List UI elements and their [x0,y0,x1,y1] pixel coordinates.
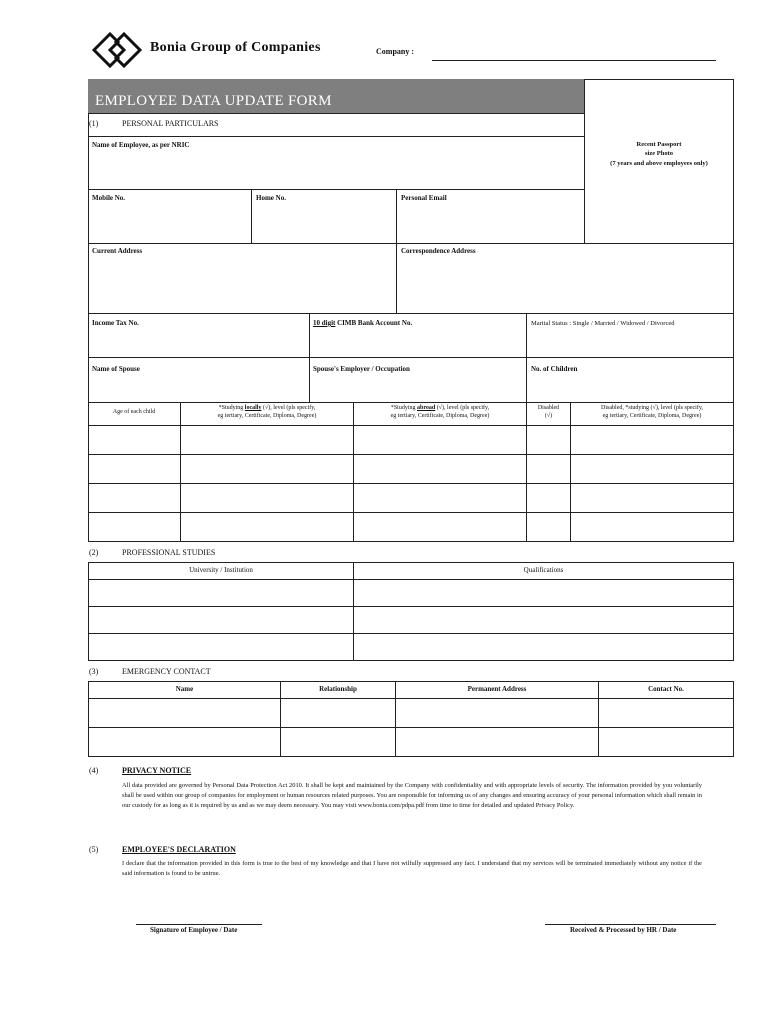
children-count-field[interactable] [527,375,733,401]
email-field[interactable] [397,203,583,242]
rule [88,402,734,403]
studying-locally-header [181,404,353,420]
contact-name-header: Name [175,685,194,693]
photo-text-line-2: size Photo [645,150,673,158]
locally-post: (√), level (pls specify, [261,405,316,411]
section5-title: EMPLOYEE'S DECLARATION [122,845,236,854]
company-group-name: Bonia Group of Companies [150,40,321,55]
relationship-header: Relationship [319,685,357,693]
contact-number-header: Contact No. [648,685,684,693]
rule [88,313,734,314]
rule [88,113,584,114]
section2-title: PROFESSIONAL STUDIES [122,548,216,557]
mobile-field[interactable] [89,203,250,242]
correspondence-address-field[interactable] [397,256,733,312]
permanent-address-header: Permanent Address [467,685,527,693]
photo-divider [584,79,585,243]
spouse-employer-label: Spouse's Employer / Occupation [313,365,410,373]
section3-title: EMERGENCY CONTACT [122,667,211,676]
rule [88,243,734,244]
abroad-line-1 [354,404,526,412]
marital-status-field[interactable] [527,330,733,356]
qualifications-header: Qualifications [523,566,564,574]
photo-text-line-3: (7 years and above employees only) [610,159,708,167]
photo-placeholder[interactable] [586,140,732,168]
correspondence-address-label: Correspondence Address [401,247,476,255]
employee-name-label: Name of Employee, as per NRIC [92,141,190,149]
photo-text-line-1: Recent Passport [636,141,682,148]
locally-pre: *Studying [218,405,245,411]
hr-signature-line[interactable] [545,924,716,925]
current-address-label: Current Address [92,247,143,255]
children-count-label: No. of Children [531,365,578,373]
disabled-mark: (√) [544,413,553,420]
rule [88,357,734,358]
bank-label-text: CIMB Bank Account No. [335,319,413,327]
employee-signature-line[interactable] [136,924,262,925]
mobile-label: Mobile No. [92,194,126,202]
professional-studies-body[interactable] [89,580,733,660]
employee-signature-label: Signature of Employee / Date [150,926,238,934]
section4-number: (4) [89,766,99,775]
rule [88,189,584,190]
disabled-studying-line-2: eg tertiary, Certificate, Diploma, Degree) [602,413,702,420]
spouse-name-field[interactable] [89,375,308,401]
rule [88,136,584,137]
tax-field[interactable] [89,330,308,356]
bank-account-label [313,319,412,327]
locally-line-2: eg tertiary, Certificate, Diploma, Degree) [217,413,317,420]
privacy-notice-text: All data provided are governed by Personal Data Protection Act 2010. It shall be kept and maintained by the Company with confidentiality and with appropriate levels of security. The information provided by you voluntarily shall be used within our group of companies for employment or human resources related purposes. You are responsible for informing us of any changes and ensuring accuracy of your personal information which shall remain in our custody for as long as it is required by us and as we may deem necessary. You may visit www.bonia.com/pdpa.pdf from time to time for detailed and updated Privacy Policy. [122,782,702,809]
abroad-post: (√), level (pls specify, [435,405,490,411]
children-age-header: Age of each child [112,409,156,415]
current-address-field[interactable] [89,256,395,312]
employee-name-field[interactable] [89,150,583,188]
section1-number: (1) [89,119,99,128]
hr-signature-label: Received & Processed by HR / Date [570,926,677,934]
locally-line-1 [181,404,353,412]
bank-account-field[interactable] [310,330,525,356]
emergency-contact-body[interactable] [89,699,733,756]
section1-title: PERSONAL PARTICULARS [122,119,219,128]
spouse-employer-field[interactable] [310,375,525,401]
disabled-text: Disabled [537,405,560,411]
university-header: University / Institution [189,566,253,574]
disabled-header [527,404,570,420]
form-title: EMPLOYEE DATA UPDATE FORM [95,93,332,109]
company-label: Company : [376,47,415,56]
studying-abroad-header [354,404,526,420]
tax-label: Income Tax No. [92,319,139,327]
disabled-studying-header [571,404,733,420]
locally-key: locally [244,405,262,411]
section3-number: (3) [89,667,99,676]
section4-title: PRIVACY NOTICE [122,766,192,775]
bonia-logo-icon [90,27,144,73]
abroad-key: abroad [417,405,436,411]
spouse-name-label: Name of Spouse [92,365,140,373]
email-label: Personal Email [401,194,447,202]
marital-status-label: Marital Status : Single / Married / Widowed / Divorced [531,320,675,327]
bank-prefix: 10 digit [313,319,336,327]
abroad-pre: *Studying [390,405,418,411]
home-field[interactable] [252,203,395,242]
section5-number: (5) [89,845,99,854]
company-input-line[interactable] [432,60,716,61]
declaration-text: I declare that the information provided in this form is true to the best of my knowledge and that I have not wilfully suppressed any fact. I understand that my services will be terminated immediately without any notice if the said information is found to be untrue. [122,860,702,877]
home-label: Home No. [256,194,286,202]
section2-number: (2) [89,548,99,557]
abroad-line-2: eg tertiary, Certificate, Diploma, Degree) [390,413,490,420]
disabled-studying-line-1: Disabled, *studying (√), level (pls specify, [601,405,703,411]
children-table-body[interactable] [89,426,733,540]
